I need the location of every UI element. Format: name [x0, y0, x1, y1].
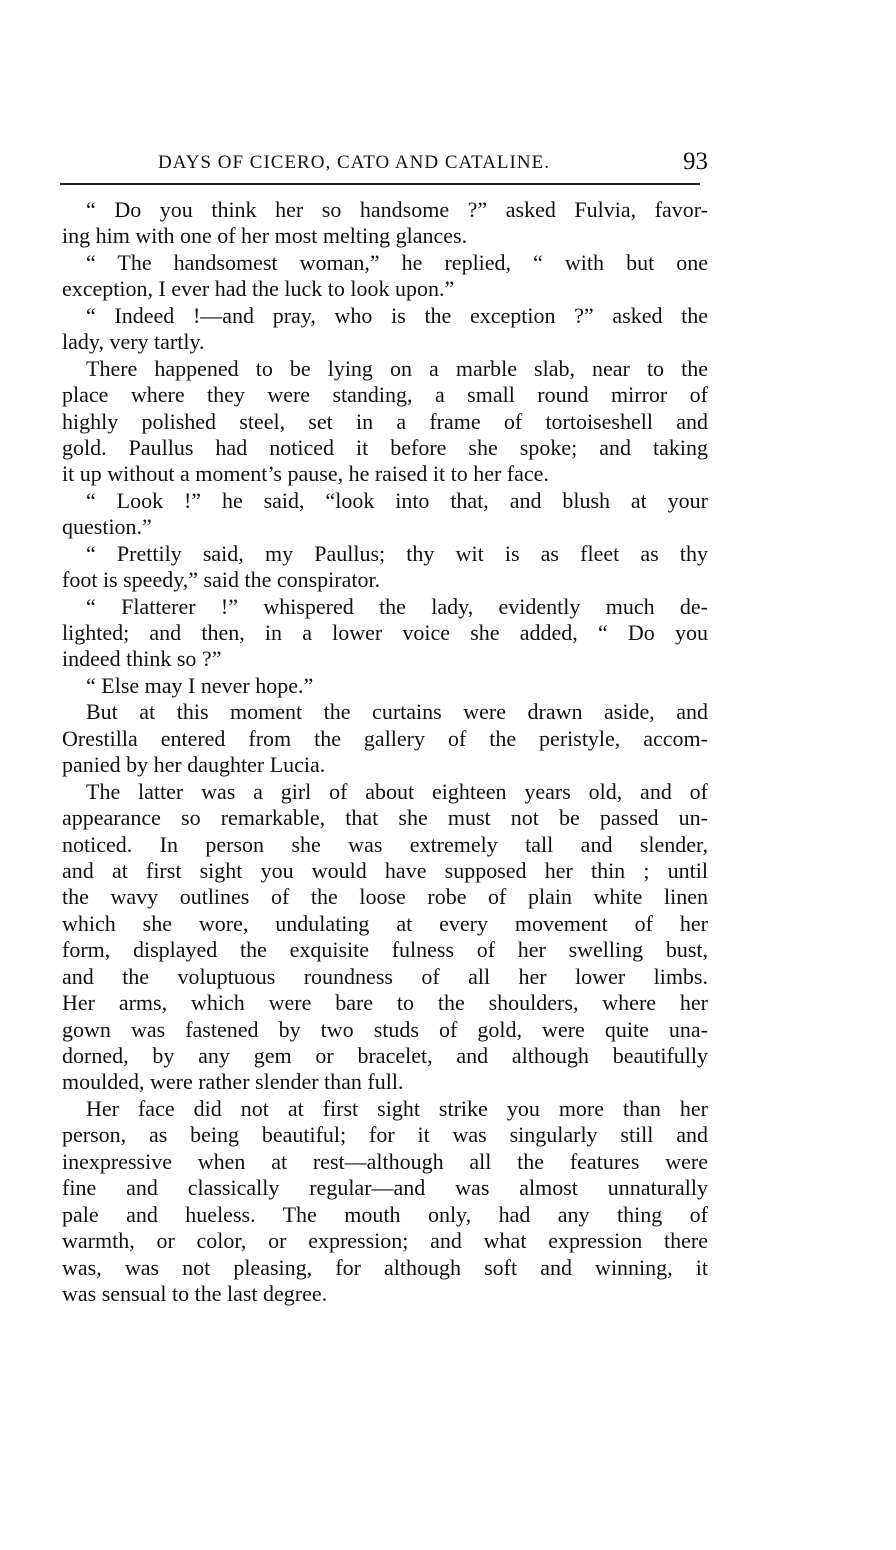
text-line: “ Look !” he said, “look into that, and blush at your [86, 487, 708, 513]
text-line: There happened to be lying on a marble slab, near to the [86, 355, 708, 381]
text-line: exception, I ever had the luck to look upon.” [62, 276, 455, 302]
text-line: “ Prettily said, my Paullus; thy wit is as fleet as thy [86, 540, 708, 566]
text-line: ing him with one of her most melting glances. [62, 223, 468, 249]
text-line: “ Else may I never hope.” [86, 672, 314, 698]
text-line: inexpressive when at rest—although all the features were [62, 1148, 708, 1174]
text-line: place where they were standing, a small round mirror of [62, 382, 708, 408]
text-line: question.” [62, 514, 152, 540]
header-rule [60, 183, 700, 185]
text-line: “ The handsomest woman,” he replied, “ with but one [86, 249, 708, 275]
text-line: “ Indeed !—and pray, who is the exception ?” asked the [86, 302, 708, 328]
text-line: which she wore, undulating at every movement of her [62, 910, 708, 936]
text-line: appearance so remarkable, that she must not be passed un- [62, 805, 708, 831]
text-line: moulded, were rather slender than full. [62, 1069, 404, 1095]
text-line: noticed. In person she was extremely tall and slender, [62, 831, 708, 857]
text-line: warmth, or color, or expression; and what expression there [62, 1228, 708, 1254]
text-line: foot is speedy,” said the conspirator. [62, 567, 381, 593]
text-line: indeed think so ?” [62, 646, 222, 672]
text-line: “ Flatterer !” whispered the lady, evidently much de- [86, 593, 708, 619]
text-line: Her arms, which were bare to the shoulders, where her [62, 990, 708, 1016]
text-line: “ Do you think her so handsome ?” asked Fulvia, favor- [86, 197, 708, 222]
text-line: it up without a moment’s pause, he raised it to her face. [62, 461, 549, 487]
text-line: gown was fastened by two studs of gold, were quite una- [62, 1016, 708, 1042]
page-number: 93 [683, 148, 708, 175]
text-line: gold. Paullus had noticed it before she spoke; and taking [62, 434, 708, 460]
text-line: The latter was a girl of about eighteen years old, and of [86, 778, 708, 804]
text-line: Her face did not at first sight strike you more than her [86, 1095, 708, 1121]
text-line: was, was not pleasing, for although soft and winning, it [62, 1254, 708, 1280]
text-line: fine and classically regular—and was almost unnaturally [62, 1175, 708, 1201]
text-line: lady, very tartly. [62, 329, 205, 355]
text-line: But at this moment the curtains were drawn aside, and [86, 699, 708, 725]
text-line: dorned, by any gem or bracelet, and although beautifully [62, 1043, 708, 1068]
text-line: and at first sight you would have supposed her thin ; until [62, 857, 708, 883]
text-line: Orestilla entered from the gallery of the peristyle, accom- [62, 725, 708, 751]
text-line: the wavy outlines of the loose robe of plain white linen [62, 884, 708, 910]
text-line: pale and hueless. The mouth only, had any thing of [62, 1201, 708, 1227]
text-line: highly polished steel, set in a frame of tortoiseshell and [62, 408, 708, 434]
text-line: panied by her daughter Lucia. [62, 752, 326, 778]
running-head [62, 148, 708, 178]
body-text [62, 197, 708, 1307]
text-line: and the voluptuous roundness of all her lower limbs. [62, 963, 708, 989]
text-line: form, displayed the exquisite fulness of her swelling bust, [62, 937, 708, 963]
text-line: person, as being beautiful; for it was singularly still and [62, 1122, 708, 1148]
text-line: lighted; and then, in a lower voice she added, “ Do you [62, 620, 708, 645]
text-line: was sensual to the last degree. [62, 1280, 328, 1306]
running-title: DAYS OF CICERO, CATO AND CATALINE. [158, 152, 550, 173]
